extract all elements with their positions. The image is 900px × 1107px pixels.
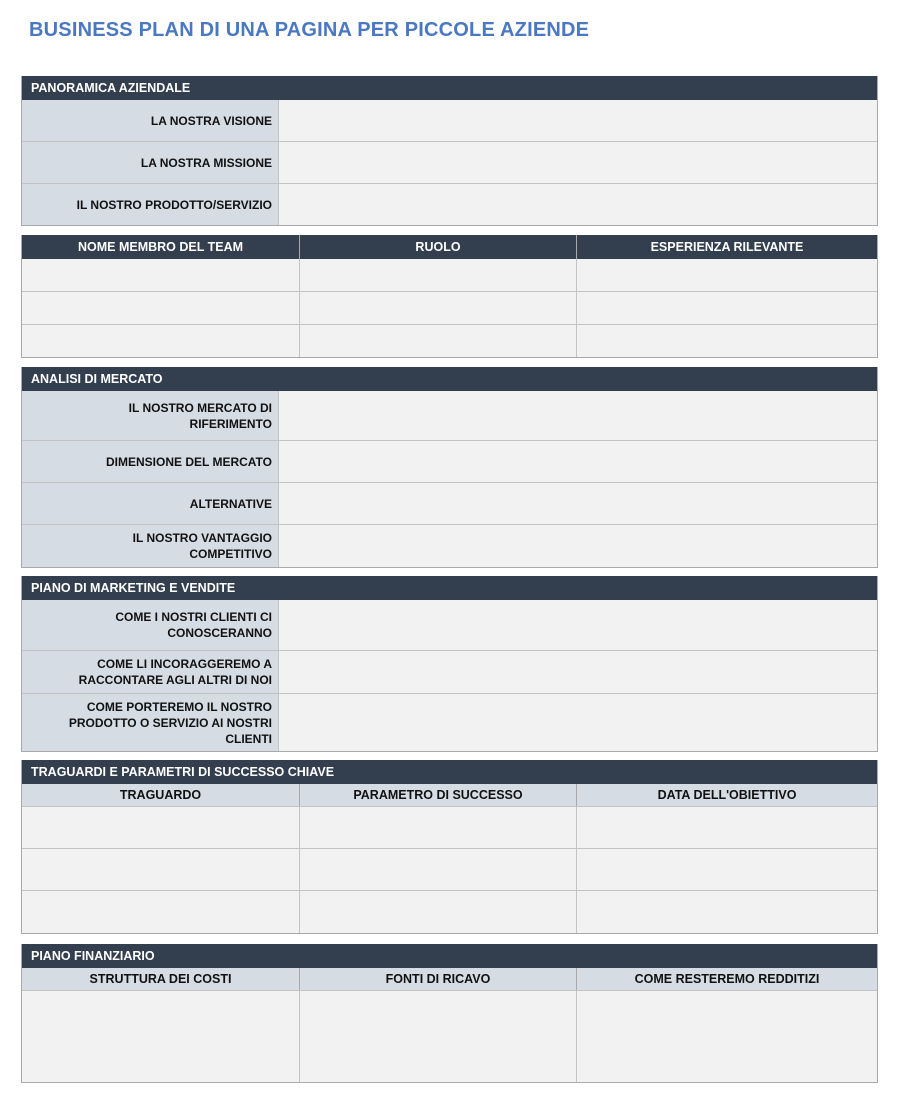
success-metric-cell[interactable] <box>299 891 576 933</box>
marketing-row-delivery <box>22 693 877 751</box>
section-header: ANALISI DI MERCATO <box>22 367 877 391</box>
target-market-field[interactable] <box>278 391 877 440</box>
row-label: COME PORTEREMO IL NOSTRO PRODOTTO O SERVIZIO AI NOSTRI CLIENTI <box>22 694 278 751</box>
column-header: STRUTTURA DEI COSTI <box>89 972 232 986</box>
overview-row-mission <box>22 141 877 183</box>
milestone-cell[interactable] <box>22 807 299 848</box>
cost-structure-cell[interactable] <box>22 991 299 1082</box>
table-row <box>22 324 877 357</box>
row-label: IL NOSTRO VANTAGGIO COMPETITIVO <box>22 525 278 567</box>
team-member-name-cell[interactable] <box>22 292 299 324</box>
row-label: LA NOSTRA MISSIONE <box>22 142 278 183</box>
column-header: ESPERIENZA RILEVANTE <box>576 235 877 259</box>
row-label: DIMENSIONE DEL MERCATO <box>22 441 278 482</box>
referral-field[interactable] <box>278 651 877 693</box>
role-cell[interactable] <box>299 292 576 324</box>
market-analysis-section <box>21 367 878 568</box>
column-header: COME RESTEREMO REDDITIZI <box>576 968 877 990</box>
experience-cell[interactable] <box>576 259 877 291</box>
vision-field[interactable] <box>278 100 877 141</box>
marketing-row-awareness <box>22 600 877 650</box>
mission-field[interactable] <box>278 142 877 183</box>
table-row <box>22 990 877 1082</box>
team-header <box>22 235 877 259</box>
column-header: FONTI DI RICAVO <box>299 968 576 990</box>
market-size-field[interactable] <box>278 441 877 482</box>
page-title: BUSINESS PLAN DI UNA PAGINA PER PICCOLE AZIENDE <box>29 19 590 41</box>
experience-cell[interactable] <box>576 292 877 324</box>
role-cell[interactable] <box>299 259 576 291</box>
team-member-name-cell[interactable] <box>22 325 299 357</box>
marketing-sales-section <box>21 576 878 752</box>
table-row <box>22 806 877 848</box>
table-row <box>22 291 877 324</box>
table-row <box>22 259 877 291</box>
section-header: PIANO FINANZIARIO <box>22 944 877 968</box>
alternatives-field[interactable] <box>278 483 877 524</box>
financial-plan-section <box>21 944 878 1083</box>
overview-row-product <box>22 183 877 225</box>
column-header: DATA DELL'OBIETTIVO <box>576 784 877 806</box>
section-header: PIANO DI MARKETING E VENDITE <box>22 576 877 600</box>
table-row <box>22 848 877 890</box>
product-service-field[interactable] <box>278 184 877 225</box>
row-label: IL NOSTRO MERCATO DI RIFERIMENTO <box>22 391 278 440</box>
market-row-size <box>22 440 877 482</box>
target-date-cell[interactable] <box>576 849 877 890</box>
role-cell[interactable] <box>299 325 576 357</box>
milestones-column-headers <box>22 784 877 806</box>
section-header: PANORAMICA AZIENDALE <box>22 76 877 100</box>
delivery-field[interactable] <box>278 694 877 751</box>
overview-row-vision <box>22 100 877 141</box>
revenue-sources-cell[interactable] <box>299 991 576 1082</box>
column-header: TRAGUARDO <box>119 788 202 802</box>
milestones-section <box>21 760 878 934</box>
row-label: COME I NOSTRI CLIENTI CI CONOSCERANNO <box>22 600 278 650</box>
row-label: LA NOSTRA VISIONE <box>22 100 278 141</box>
awareness-field[interactable] <box>278 600 877 650</box>
column-header: NOME MEMBRO DEL TEAM <box>77 240 244 254</box>
market-row-target <box>22 391 877 440</box>
finance-column-headers <box>22 968 877 990</box>
table-row <box>22 890 877 933</box>
success-metric-cell[interactable] <box>299 849 576 890</box>
team-section <box>21 235 878 358</box>
marketing-row-referral <box>22 650 877 693</box>
target-date-cell[interactable] <box>576 891 877 933</box>
column-header: RUOLO <box>299 235 576 259</box>
company-overview-section <box>21 76 878 226</box>
market-row-advantage <box>22 524 877 567</box>
target-date-cell[interactable] <box>576 807 877 848</box>
experience-cell[interactable] <box>576 325 877 357</box>
row-label: IL NOSTRO PRODOTTO/SERVIZIO <box>22 184 278 225</box>
team-member-name-cell[interactable] <box>22 259 299 291</box>
row-label: ALTERNATIVE <box>22 483 278 524</box>
competitive-advantage-field[interactable] <box>278 525 877 567</box>
milestone-cell[interactable] <box>22 891 299 933</box>
market-row-alternatives <box>22 482 877 524</box>
profitability-cell[interactable] <box>576 991 877 1082</box>
milestone-cell[interactable] <box>22 849 299 890</box>
row-label: COME LI INCORAGGEREMO A RACCONTARE AGLI ALTRI DI NOI <box>22 651 278 693</box>
section-header: TRAGUARDI E PARAMETRI DI SUCCESSO CHIAVE <box>22 760 877 784</box>
success-metric-cell[interactable] <box>299 807 576 848</box>
column-header: PARAMETRO DI SUCCESSO <box>299 784 576 806</box>
